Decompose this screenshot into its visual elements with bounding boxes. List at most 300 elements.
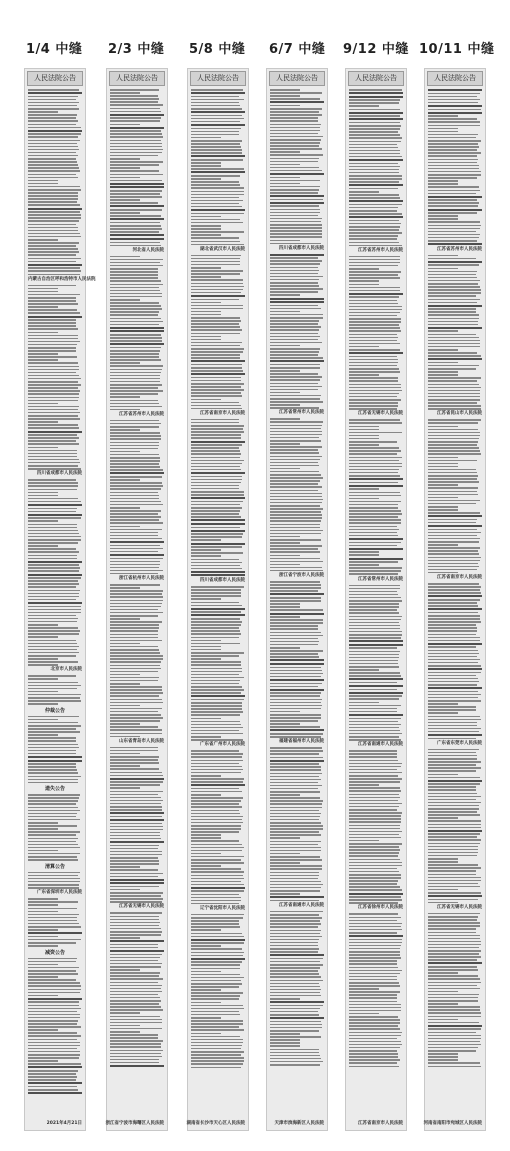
notice-text-line: [110, 882, 164, 884]
notice-text-line: [349, 790, 401, 792]
notice-text-line: [110, 454, 159, 456]
court-signature: 江苏省南京市人民法院: [437, 575, 482, 581]
notice-text-line: [28, 583, 79, 585]
notice-text-line: [110, 554, 164, 556]
notice-text-line: [191, 611, 241, 613]
notice-text-line: [191, 234, 221, 236]
notice-text-line: [191, 847, 244, 849]
notice-text-line: [191, 739, 243, 741]
notice-text-line: [28, 1092, 82, 1094]
notice-text-line: [28, 908, 77, 910]
notice-text-line: [270, 379, 320, 381]
notice-text-line: [110, 516, 161, 518]
notice-text-line: [110, 114, 164, 116]
notice-text-line: [349, 625, 400, 627]
notice-text-line: [349, 784, 379, 786]
notice-text-line: [428, 770, 476, 772]
notice-text-line: [110, 558, 163, 560]
notice-text-line: [28, 958, 77, 960]
notice-text-line: [28, 574, 82, 576]
notice-text-line: [110, 1043, 161, 1045]
notice-text-line: [349, 991, 400, 993]
notice-text-line: [270, 517, 322, 519]
notice-text-line: [110, 640, 162, 642]
notice-text-line: [349, 957, 401, 959]
notice-text-line: [349, 806, 399, 808]
notice-text-line: [191, 546, 242, 548]
notice-text-line: [428, 634, 476, 636]
notice-text-line: [270, 425, 322, 427]
notice-text-line: [28, 406, 79, 408]
notice-text-line: [110, 174, 163, 176]
notice-text-line: [270, 875, 319, 877]
notice-text-line: [191, 308, 243, 310]
notice-text-line: [110, 492, 158, 494]
notice-text-line: [28, 161, 77, 163]
notice-text-line: [349, 99, 400, 101]
notice-text-line: [110, 375, 160, 377]
notice-text-line: [428, 550, 478, 552]
notice-text-line: [28, 929, 58, 931]
notice-text-line: [428, 532, 481, 534]
notice-text-line: [270, 520, 321, 522]
notice-text-line: [270, 202, 324, 204]
notice-text-line: [270, 686, 318, 688]
notice-text-line: [428, 969, 478, 971]
notice-text-line: [28, 1035, 81, 1037]
notice-text-line: [349, 220, 399, 222]
notice-text-line: [191, 453, 241, 455]
notice-text-line: [428, 491, 477, 493]
notice-text-line: [349, 893, 403, 895]
notice-text-line: [349, 216, 403, 218]
notice-text-line: [110, 848, 158, 850]
notice-text-line: [191, 760, 243, 762]
notice-text-line: [349, 815, 401, 817]
notice-text-line: [270, 622, 323, 624]
notice-text-line: [110, 538, 162, 540]
notice-text-line: [270, 276, 323, 278]
notice-text-line: [270, 555, 300, 557]
notice-text-line: [110, 287, 159, 289]
notice-text-line: [428, 180, 458, 182]
notice-text-line: [270, 177, 300, 179]
notice-text-line: [349, 721, 398, 723]
notice-text-line: [110, 781, 163, 783]
notice-text-line: [191, 887, 245, 889]
notice-text-line: [110, 652, 160, 654]
notice-text-line: [110, 787, 140, 789]
notice-text-line: [270, 170, 322, 172]
notice-text-line: [191, 231, 244, 233]
notice-text-line: [191, 155, 245, 157]
notice-text-line: [191, 320, 241, 322]
column-title: 人民法院公告: [27, 71, 83, 86]
notice-text-line: [28, 251, 79, 253]
notice-text-line: [428, 780, 482, 782]
notice-text-line: [349, 1032, 402, 1034]
notice-text-line: [428, 935, 480, 937]
notice-text-line: [28, 300, 76, 302]
notice-text-line: [191, 197, 239, 199]
notice-text-line: [349, 967, 398, 969]
notice-text-line: [349, 756, 397, 758]
notice-text-line: [110, 242, 160, 244]
notice-text-line: [191, 485, 239, 487]
notice-text-line: [270, 398, 320, 400]
notice-text-line: [110, 161, 163, 163]
notice-text-line: [191, 652, 244, 654]
notice-text-line: [191, 479, 242, 481]
notice-text-line: [349, 935, 403, 937]
notice-text-line: [270, 311, 300, 313]
notice-text-line: [270, 656, 319, 658]
notice-text-line: [428, 886, 480, 888]
notice-text-line: [191, 124, 245, 126]
notice-text-line: [349, 1038, 397, 1040]
notice-text-line: [270, 209, 320, 211]
notice-text-line: [110, 637, 158, 639]
notice-text-line: [349, 380, 398, 382]
notice-text-line: [28, 1020, 78, 1022]
notice-text-line: [191, 111, 245, 113]
notice-text-line: [191, 865, 221, 867]
notice-text-line: [428, 675, 476, 677]
notice-text-line: [28, 517, 81, 519]
notice-text-line: [191, 314, 221, 316]
notice-text-line: [28, 756, 82, 758]
notice-text-line: [28, 322, 76, 324]
notice-text-line: [191, 772, 241, 774]
notice-text-line: [349, 939, 402, 941]
notice-text-line: [110, 400, 158, 402]
notice-text-line: [349, 616, 402, 618]
notice-text-line: [110, 390, 163, 392]
notice-text-line: [28, 1079, 76, 1081]
notice-text-line: [270, 676, 321, 678]
notice-text-line: [428, 324, 478, 326]
notice-text-line: [349, 223, 401, 225]
notice-text-line: [270, 699, 322, 701]
notice-text-line: [428, 755, 477, 757]
notice-text-line: [349, 393, 399, 395]
notice-text-line: [28, 312, 80, 314]
notice-text-line: [349, 1001, 397, 1003]
notice-text-line: [349, 475, 400, 477]
notice-text-line: [428, 460, 477, 462]
notice-text-line: [349, 472, 398, 474]
notice-text-line: [349, 432, 402, 434]
notice-text-line: [349, 913, 398, 915]
notice-text-line: [191, 1017, 221, 1019]
notice-text-line: [28, 967, 79, 969]
notice-text-line: [110, 256, 140, 258]
notice-text-line: [428, 553, 479, 555]
notice-text-line: [428, 362, 458, 364]
notice-text-line: [428, 96, 477, 98]
court-signature: 山东省青岛市人民法院: [119, 738, 164, 744]
notice-text-line: [428, 337, 479, 339]
notice-text-line: [28, 1073, 76, 1075]
notice-text-line: [191, 948, 242, 950]
notice-text-line: [349, 365, 397, 367]
notice-text-line: [110, 510, 161, 512]
notice-text-line: [428, 481, 479, 483]
notice-text-line: [270, 317, 323, 319]
notice-text-line: [110, 603, 162, 605]
notice-text-line: [349, 948, 400, 950]
notice-text-line: [110, 372, 161, 374]
notice-text-line: [191, 552, 243, 554]
notice-text-line: [349, 453, 397, 455]
notice-text-line: [28, 381, 78, 383]
notice-text-line: [270, 151, 300, 153]
notice-text-line: [28, 716, 79, 718]
notice-text-line: [349, 374, 379, 376]
notice-text-line: [191, 831, 239, 833]
notice-text-line: [110, 290, 160, 292]
notice-text-line: [110, 545, 160, 547]
notice-text-line: [349, 137, 402, 139]
notice-text-line: [349, 606, 399, 608]
notice-text-line: [28, 211, 80, 213]
notice-text-line: [349, 188, 398, 190]
notice-text-line: [428, 684, 477, 686]
notice-text-line: [110, 819, 164, 821]
notice-text-line: [191, 763, 239, 765]
notice-text-line: [349, 976, 397, 978]
notice-text-line: [428, 681, 479, 683]
notice-text-line: [270, 428, 321, 430]
notice-text-line: [270, 650, 323, 652]
notice-text-line: [28, 989, 81, 991]
notice-text-line: [270, 810, 319, 812]
notice-text-line: [270, 609, 323, 611]
notice-text-line: [428, 966, 477, 968]
notice-text-line: [270, 323, 318, 325]
notice-text-line: [270, 89, 300, 91]
notice-text-line: [191, 364, 242, 366]
notice-text-line: [28, 567, 80, 569]
court-signature: 江苏省南通市人民法院: [279, 902, 324, 908]
notice-text-line: [270, 199, 323, 201]
notice-text-line: [428, 519, 477, 521]
court-signature: 江苏省苏州市人民法院: [358, 247, 403, 253]
notice-text-line: [28, 261, 76, 263]
notice-text-line: [349, 973, 400, 975]
notice-text-line: [428, 453, 481, 455]
notice-text-line: [191, 339, 221, 341]
notice-text-line: [28, 1014, 80, 1016]
notice-text-line: [191, 222, 243, 224]
notice-text-line: [270, 493, 322, 495]
notice-text-line: [349, 669, 379, 671]
notice-text-line: [28, 697, 80, 699]
notice-text-line: [349, 262, 400, 264]
notice-text-line: [110, 1016, 160, 1018]
notice-text-line: [28, 378, 81, 380]
notice-text-line: [110, 680, 158, 682]
notice-text-line: [428, 426, 458, 428]
notice-text-line: [428, 202, 479, 204]
notice-text-line: [110, 564, 160, 566]
notice-text-line: [270, 878, 318, 880]
notice-text-line: [191, 181, 239, 183]
notice-text-line: [428, 299, 480, 301]
notice-text-line: [191, 1033, 221, 1035]
notice-text-line: [110, 327, 164, 329]
notice-text-line: [349, 362, 398, 364]
notice-text-line: [349, 859, 400, 861]
notice-text-line: [428, 830, 482, 832]
notice-text-line: [270, 986, 320, 988]
notice-text-line: [110, 845, 159, 847]
notice-text-line: [28, 108, 79, 110]
notice-text-line: [28, 649, 77, 651]
notice-text-line: [110, 762, 159, 764]
notice-text-line: [349, 482, 398, 484]
notice-text-line: [270, 638, 318, 640]
notice-text-line: [428, 109, 481, 111]
notice-text-line: [270, 154, 323, 156]
column-title: 人民法院公告: [269, 71, 325, 86]
notice-text-line: [349, 532, 397, 534]
notice-text-line: [191, 977, 244, 979]
notice-text-line: [28, 384, 81, 386]
notice-text-line: [349, 210, 397, 212]
notice-text-line: [428, 1041, 480, 1043]
notice-text-line: [28, 976, 58, 978]
court-signature: 江苏省苏州市人民法院: [437, 246, 482, 252]
notice-text-line: [28, 558, 77, 560]
notice-text-line: [428, 321, 478, 323]
notice-text-line: [349, 818, 401, 820]
notice-text-line: [110, 532, 158, 534]
notice-text-line: [428, 190, 480, 192]
notice-text-line: [349, 899, 402, 901]
notice-text-line: [110, 791, 163, 793]
notice-text-line: [28, 124, 76, 126]
notice-text-line: [110, 988, 161, 990]
notice-text-line: [428, 709, 476, 711]
notice-text-line: [28, 421, 58, 423]
notice-text-line: [349, 242, 399, 244]
notice-text-line: [28, 734, 58, 736]
notice-text-line: [28, 239, 58, 241]
notice-text-line: [270, 859, 322, 861]
notice-text-line: [428, 1032, 476, 1034]
notice-text-line: [428, 125, 480, 127]
col-label-1-4: 1/4 中缝: [26, 42, 83, 57]
notice-text-line: [428, 962, 482, 964]
notice-text-line: [28, 495, 58, 497]
notice-text-line: [191, 1067, 241, 1069]
notice-text-line: [349, 672, 400, 674]
notice-text-line: [270, 831, 319, 833]
notice-text-line: [428, 240, 477, 242]
notice-text-line: [428, 469, 476, 471]
notice-text-line: [428, 678, 478, 680]
notice-text-line: [110, 711, 158, 713]
notice-text-line: [428, 506, 458, 508]
notice-text-line: [349, 346, 379, 348]
notice-text-line: [349, 708, 397, 710]
court-signature: 四川省成都市人民法院: [37, 471, 82, 477]
notice-text-line: [428, 889, 458, 891]
notice-text-line: [349, 932, 397, 934]
notice-text-line: [110, 535, 158, 537]
notice-text-line: [28, 186, 80, 188]
notice-text-line: [270, 186, 320, 188]
notice-text-line: [110, 759, 158, 761]
notice-text-line: [28, 719, 58, 721]
notice-text-line: [110, 686, 162, 688]
col-label-5-8: 5/8 中缝: [189, 42, 246, 57]
notice-text-line: [191, 775, 221, 777]
notice-text-line: [191, 718, 221, 720]
notice-text-line: [110, 624, 159, 626]
notice-text-line: [270, 333, 318, 335]
notice-text-line: [191, 677, 244, 679]
notice-text-line: [191, 825, 241, 827]
notice-text-line: [349, 122, 400, 124]
notice-text-line: [270, 593, 324, 595]
notice-text-line: [270, 133, 318, 135]
notice-text-line: [349, 886, 400, 888]
notice-text-line: [428, 566, 479, 568]
notice-text-line: [191, 264, 240, 266]
notice-text-line: [270, 273, 318, 275]
notice-text-line: [270, 483, 318, 485]
notice-text-line: [191, 392, 241, 394]
notice-text-line: [28, 362, 78, 364]
notice-text-line: [428, 925, 480, 927]
notice-text-line: [110, 892, 163, 894]
notice-text-line: [428, 867, 481, 869]
notice-text-line: [428, 334, 476, 336]
notice-text-line: [110, 445, 159, 447]
notice-text-line: [349, 868, 397, 870]
notice-text-line: [28, 618, 78, 620]
notice-text-line: [110, 584, 160, 586]
notice-text-line: [349, 609, 397, 611]
notice-text-line: [28, 1017, 80, 1019]
column-title: 人民法院公告: [348, 71, 404, 86]
notice-text-line: [428, 668, 482, 670]
notice-text-line: [28, 700, 81, 702]
column-text-body: [428, 89, 482, 1126]
notice-text-line: [270, 862, 300, 864]
notice-text-line: [110, 829, 163, 831]
notice-text-line: [270, 505, 320, 507]
notice-text-line: [349, 812, 402, 814]
notice-text-line: [28, 678, 58, 680]
notice-text-line: [270, 117, 318, 119]
notice-text-line: [28, 542, 78, 544]
notice-text-line: [28, 498, 78, 500]
notice-text-line: [270, 766, 321, 768]
notice-text-line: [28, 1005, 79, 1007]
notice-text-line: [428, 140, 481, 142]
notice-text-line: [428, 586, 481, 588]
notice-text-line: [110, 495, 159, 497]
notice-text-line: [428, 665, 481, 667]
notice-text-line: [349, 825, 400, 827]
notice-text-line: [349, 1050, 397, 1052]
notice-text-line: [191, 971, 221, 973]
court-signature: 湖北省武汉市人民法院: [200, 246, 245, 252]
notice-text-line: [349, 561, 398, 563]
